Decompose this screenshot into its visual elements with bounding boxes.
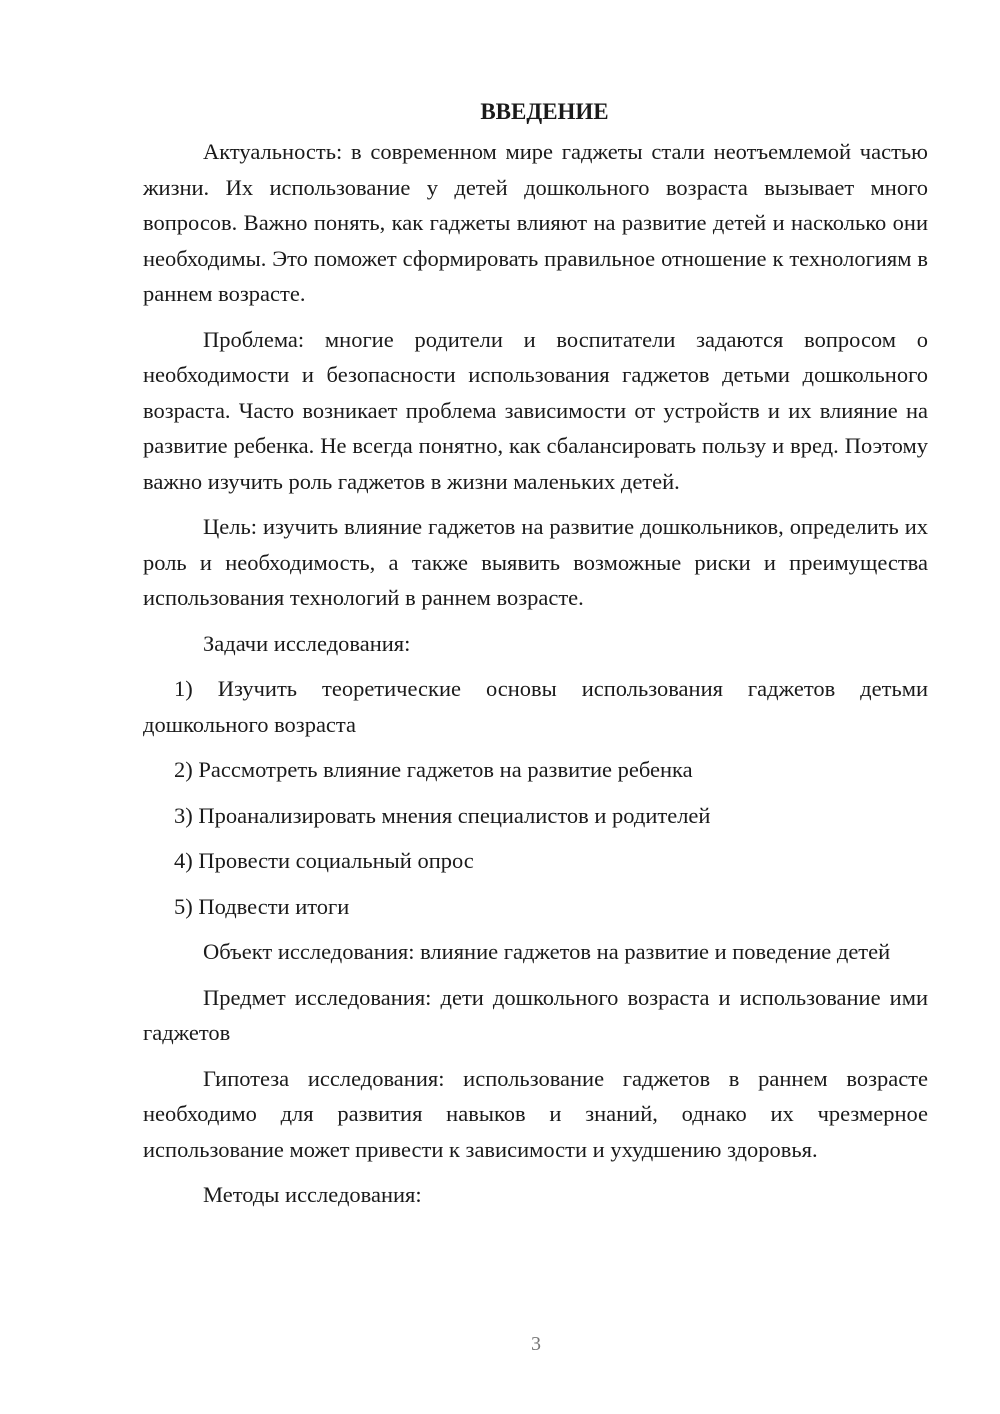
- hypothesis-paragraph: Гипотеза исследования: использование гаджетов в раннем возрасте необходимо для развития навыков и знаний, однако их чрезмерное использование может привести к зависимости и ухудшению здоровья.: [143, 1065, 928, 1162]
- task-item: 1) Изучить теоретические основы использования гаджетов детьми дошкольного возраста: [143, 676, 928, 737]
- object-paragraph: Объект исследования: влияние гаджетов на развитие и поведение детей: [203, 939, 891, 964]
- task-item: 4) Провести социальный опрос: [174, 848, 474, 873]
- page-number: 3: [531, 1333, 541, 1355]
- tasks-heading: Задачи исследования:: [203, 630, 411, 656]
- task-item: 2) Рассмотреть влияние гаджетов на развитие ребенка: [174, 757, 693, 782]
- task-item: 3) Проанализировать мнения специалистов и родителей: [174, 802, 711, 828]
- goal-paragraph: Цель: изучить влияние гаджетов на развитие дошкольников, определить их роль и необходимость, а также выявить возможные риски и преимущества использования технологий в раннем возрасте.: [143, 514, 928, 610]
- subject-paragraph: Предмет исследования: дети дошкольного возраста и использование ими гаджетов: [143, 984, 928, 1045]
- methods-heading: Методы исследования:: [203, 1182, 422, 1207]
- section-title: ВВЕДЕНИЕ: [480, 99, 609, 124]
- problem-paragraph: Проблема: многие родители и воспитатели задаются вопросом о необходимости и безопасности использования гаджетов детьми дошкольного возраста. Часто возникает проблема зависимости от устройств и их влияние на развитие ребенка. Не всегда понятно, как сбалансировать пользу и вред. Поэтому важно изучить роль гаджетов в жизни маленьких детей.: [143, 326, 928, 494]
- page-content: [143, 94, 928, 1223]
- relevance-paragraph: Актуальность: в современном мире гаджеты стали неотъемлемой частью жизни. Их использование у детей дошкольного возраста вызывает много вопросов. Важно понять, как гаджеты влияют на развитие детей и насколько они необходимы. Это поможет сформировать правильное отношение к технологиям в раннем возрасте.: [143, 139, 928, 306]
- task-item: 5) Подвести итоги: [174, 893, 350, 919]
